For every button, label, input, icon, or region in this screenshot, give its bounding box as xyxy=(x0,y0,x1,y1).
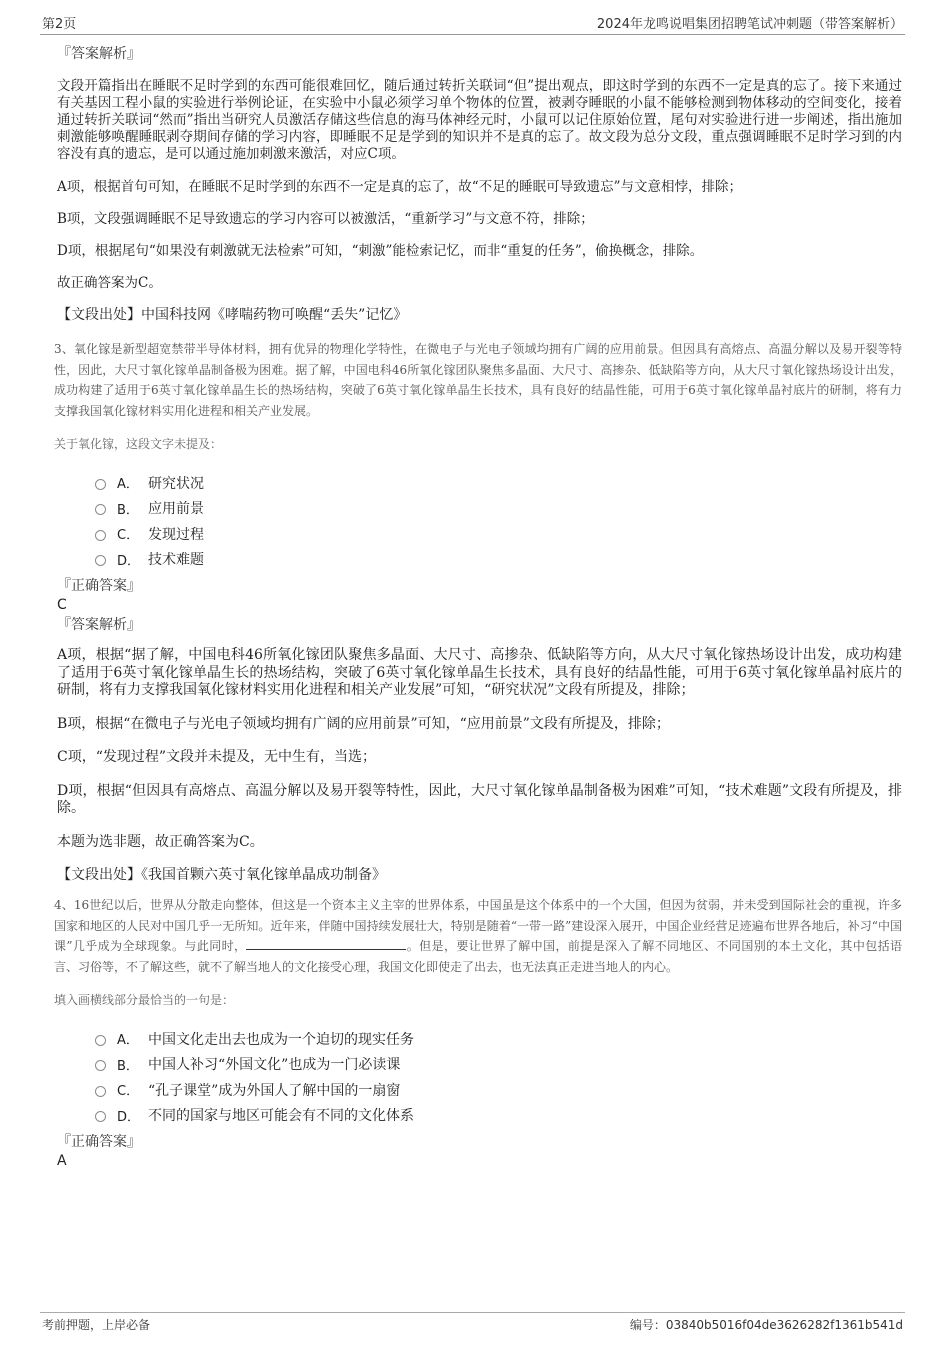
question-text-after: 。但是，要让世界了解中国，前提是深入了解不同地区、不同国别的本土文化，其中包括语言、习俗等，不了解这些，就不了解当地人的文化接受心理，我国文化即使走了出去，也无法真正走进当地人的内心。 xyxy=(54,939,902,974)
option-letter: C． xyxy=(117,528,140,544)
option-a[interactable] xyxy=(95,470,902,496)
question-text: 3、氧化镓是新型超宽禁带半导体材料，拥有优异的物理化学特性，在微电子与光电子领域均拥有广阔的应用前景。但因具有高熔点、高温分解以及易开裂等特性，因此，大尺寸氧化镓单晶制备极为困难。据了解，中国电科46所氧化镓团队聚焦多晶面、大尺寸、高掺杂、低缺陷等方向，从大尺寸氧化镓热场设计出发，成功构建了适用于6英寸氧化镓单晶生长的热场结构，突破了6英寸氧化镓单晶生长技术，具有良好的结晶性能，可用于6英寸氧化镓单晶衬底片的研制，将有力支撑我国氧化镓材料实用化进程和相关产业发展。 xyxy=(54,342,902,418)
radio-button[interactable] xyxy=(95,1086,106,1097)
radio-button[interactable] xyxy=(95,1060,106,1071)
option-text: 研究状况 xyxy=(148,475,204,492)
radio-button[interactable] xyxy=(95,504,106,515)
option-letter: A． xyxy=(117,477,139,493)
option-text: 中国文化走出去也成为一个迫切的现实任务 xyxy=(148,1031,414,1048)
page-number: 第2页 xyxy=(42,17,77,32)
option-b[interactable] xyxy=(95,496,902,522)
analysis-paragraph: 文段开篇指出在睡眠不足时学到的东西可能很难回忆，随后通过转折关联词“但”提出观点，即这时学到的东西不一定是真的忘了。接下来通过有关基因工程小鼠的实验进行举例论证，在实验中小鼠必须学习单个物体的位置，被剥夺睡眠的小鼠不能够检测到物体移动的空间变化，接着通过转折关联词“然而”指出当研究人员激活存储这些信息的海马体神经元时，小鼠可以记住原始位置，尾句对实验进行进一步阐述，指出施加刺激能够唤醒睡眠剥夺期间存储的学习内容，即睡眠不足是学到的知识并不是真的忘了。故文段为总分文段，重点强调睡眠不足时学习到的内容没有真的遗忘，是可以通过施加刺激来激活，对应C项。 xyxy=(57,78,902,162)
analysis-paragraph: A项，根据首句可知，在睡眠不足时学到的东西不一定是真的忘了，故“不足的睡眠可导致遗忘”与文意相悖，排除； xyxy=(57,179,743,195)
option-letter: B． xyxy=(117,502,139,518)
option-text: 中国人补习“外国文化”也成为一门必读课 xyxy=(148,1057,401,1074)
option-text: 应用前景 xyxy=(148,501,204,518)
analysis-paragraph: D项，根据尾句“如果没有刺激就无法检索”可知，“刺激”能检索记忆，而非“重复的任务”，偷换概念，排除。 xyxy=(57,243,704,259)
correct-answer: C xyxy=(57,597,67,613)
analysis-label: 『答案解析』 xyxy=(57,617,141,633)
option-letter: D． xyxy=(117,1109,141,1125)
radio-button[interactable] xyxy=(95,555,106,566)
answer-label: 『正确答案』 xyxy=(57,578,141,594)
document-id: 编号：03840b5016f04de3626282f1361b541d xyxy=(629,1318,903,1332)
option-letter: B． xyxy=(117,1058,139,1074)
option-text: 不同的国家与地区可能会有不同的文化体系 xyxy=(148,1108,414,1125)
radio-button[interactable] xyxy=(95,530,106,541)
analysis-paragraph: A项，根据“据了解，中国电科46所氧化镓团队聚焦多晶面、大尺寸、高掺杂、低缺陷等方向，从大尺寸氧化镓热场设计出发，成功构建了适用于6英寸氧化镓单晶生长的热场结构，突破了6英寸氧化镓单晶生长技术，具有良好的结晶性能，可用于6英寸氧化镓单晶衬底片的研制，将有力支撑我国氧化镓材料实用化进程和相关产业发展”可知，“研究状况”文段有所提及，排除； xyxy=(57,647,902,698)
option-text: “孔子课堂”成为外国人了解中国的一扇窗 xyxy=(148,1082,401,1099)
analysis-paragraph: D项，根据“但因具有高熔点、高温分解以及易开裂等特性，因此，大尺寸氧化镓单晶制备极为困难”可知，“技术难题”文段有所提及，排除。 xyxy=(57,782,902,816)
radio-button[interactable] xyxy=(95,479,106,490)
option-b[interactable] xyxy=(95,1052,902,1078)
page-content xyxy=(54,44,902,1171)
analysis-paragraph: B项，根据“在微电子与光电子领域均拥有广阔的应用前景”可知，“应用前景”文段有所提及，排除； xyxy=(57,715,670,732)
option-letter: D． xyxy=(117,553,141,569)
analysis-paragraph: B项，文段强调睡眠不足导致遗忘的学习内容可以被激活，“重新学习”与文意不符，排除； xyxy=(57,211,594,227)
question-text-before: 4、16世纪以后，世界从分散走向整体，但这是一个资本主义主宰的世界体系，中国虽是这个体系中的一个大国，但因为贫弱，并未受到国际社会的重视，许多国家和地区的人民对中国几乎一无所知。近年来，伴随中国持续发展壮大，特别是随着“一带一路”建设深入展开，中国企业经营足迹遍布世界各地后，补习“中国课”几乎成为全球现象。与此同时， xyxy=(54,898,902,953)
option-list xyxy=(95,470,902,572)
option-text: 技术难题 xyxy=(148,552,204,569)
radio-button[interactable] xyxy=(95,1111,106,1122)
option-list xyxy=(95,1026,902,1128)
analysis-label: 『答案解析』 xyxy=(57,46,141,62)
option-a[interactable] xyxy=(95,1026,902,1052)
question-prompt: 关于氧化镓，这段文字未提及： xyxy=(54,437,223,451)
analysis-paragraph: 故正确答案为C。 xyxy=(57,275,162,291)
question-prompt: 填入画横线部分最恰当的一句是： xyxy=(54,993,235,1007)
option-letter: A． xyxy=(117,1033,139,1049)
document-title: 2024年龙鸣说唱集团招聘笔试冲刺题（带答案解析） xyxy=(596,17,903,32)
radio-button[interactable] xyxy=(95,1035,106,1046)
page-footer xyxy=(40,1312,905,1332)
footer-slogan: 考前押题，上岸必备 xyxy=(42,1318,151,1332)
question-text xyxy=(54,895,902,977)
text-source: 【文段出处】《我国首颗六英寸氧化镓单晶成功制备》 xyxy=(57,867,386,883)
analysis-paragraph: 本题为选非题，故正确答案为C。 xyxy=(57,833,264,850)
correct-answer: A xyxy=(57,1153,67,1169)
option-d[interactable] xyxy=(95,1103,902,1129)
option-text: 发现过程 xyxy=(148,526,204,543)
option-c[interactable] xyxy=(95,521,902,547)
page-header xyxy=(40,10,905,35)
analysis-paragraph: C项，“发现过程”文段并未提及，无中生有，当选； xyxy=(57,749,377,765)
option-c[interactable] xyxy=(95,1077,902,1103)
option-letter: C． xyxy=(117,1084,140,1100)
answer-label: 『正确答案』 xyxy=(57,1134,141,1150)
fill-blank xyxy=(246,937,406,950)
text-source: 【文段出处】中国科技网《哮喘药物可唤醒“丢失”记忆》 xyxy=(57,307,408,323)
option-d[interactable] xyxy=(95,547,902,573)
